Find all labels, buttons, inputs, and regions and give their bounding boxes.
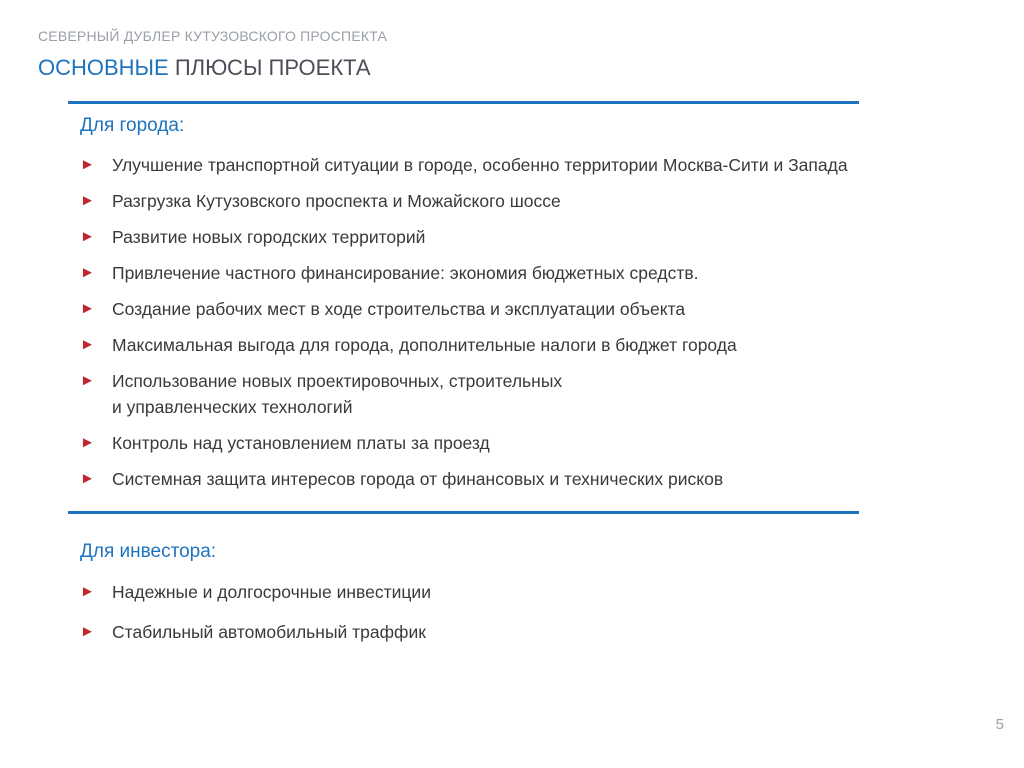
city-section-heading: Для города: (80, 115, 185, 136)
list-item (80, 152, 1010, 178)
title-rest: ПЛЮСЫ ПРОЕКТА (168, 55, 371, 80)
page-number: 5 (995, 716, 1004, 733)
triangle-bullet-icon: ► (80, 623, 95, 640)
triangle-bullet-icon: ► (80, 300, 95, 317)
triangle-bullet-icon: ► (80, 264, 95, 281)
city-benefits-list (80, 152, 1010, 502)
triangle-bullet-icon: ► (80, 470, 95, 487)
list-item-text: Использование новых проектировочных, строительных и управленческих технологий (112, 371, 563, 417)
list-item-text: Системная защита интересов города от финансовых и технических рисков (112, 469, 724, 489)
list-item-text: Стабильный автомобильный траффик (112, 622, 426, 642)
investor-benefits-list (80, 579, 1010, 659)
list-item-text: Улучшение транспортной ситуации в городе, особенно территории Москва-Сити и Запада (112, 155, 848, 175)
list-item (80, 430, 1010, 456)
triangle-bullet-icon: ► (80, 192, 95, 209)
list-item (80, 188, 1010, 214)
list-item-text: Контроль над установлением платы за проезд (112, 433, 490, 453)
middle-divider (68, 511, 859, 514)
slide-title (38, 55, 371, 81)
list-item (80, 368, 1010, 420)
triangle-bullet-icon: ► (80, 583, 95, 600)
triangle-bullet-icon: ► (80, 156, 95, 173)
investor-section-heading: Для инвестора: (80, 541, 217, 562)
slide-supertitle: СЕВЕРНЫЙ ДУБЛЕР КУТУЗОВСКОГО ПРОСПЕКТА (38, 28, 388, 44)
list-item (80, 619, 1010, 645)
list-item-text: Развитие новых городских территорий (112, 227, 426, 247)
list-item-text: Создание рабочих мест в ходе строительства и эксплуатации объекта (112, 299, 686, 319)
top-divider (68, 101, 859, 104)
triangle-bullet-icon: ► (80, 336, 95, 353)
triangle-bullet-icon: ► (80, 228, 95, 245)
list-item (80, 332, 1010, 358)
list-item-text: Привлечение частного финансирование: экономия бюджетных средств. (112, 263, 699, 283)
list-item-text: Надежные и долгосрочные инвестиции (112, 582, 431, 602)
title-accent-word: ОСНОВНЫЕ (38, 55, 169, 80)
list-item (80, 296, 1010, 322)
triangle-bullet-icon: ► (80, 434, 95, 451)
list-item (80, 224, 1010, 250)
list-item-text: Разгрузка Кутузовского проспекта и Можайского шоссе (112, 191, 561, 211)
triangle-bullet-icon: ► (80, 372, 95, 389)
list-item-text: Максимальная выгода для города, дополнительные налоги в бюджет города (112, 335, 737, 355)
list-item (80, 466, 1010, 492)
list-item (80, 260, 1010, 286)
list-item (80, 579, 1010, 605)
